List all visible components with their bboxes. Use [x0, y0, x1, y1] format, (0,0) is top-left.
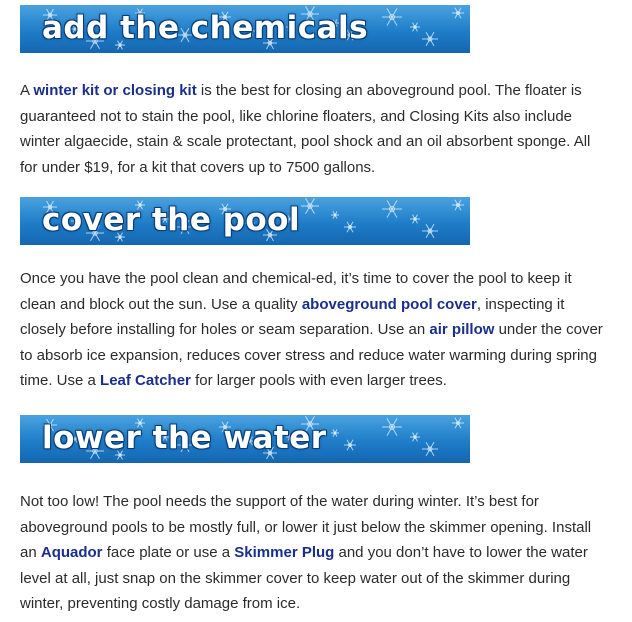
snowflake-icon — [410, 215, 420, 224]
section-cover-pool — [20, 197, 610, 394]
snowflake-icon — [301, 198, 319, 214]
section-add-chemicals — [20, 5, 610, 180]
section-heading: cover the pool — [42, 202, 301, 238]
section-paragraph: A winter kit or closing kit is the best for closing an aboveground pool. The floater is guaranteed not to stain the pool, like chlorine floaters, and Closing Kits also include winter algaecide, stain & scale protectant, pool shock and an oil absorbent sponge. All for under $19, for a kit that covers up to 7500 gallons. — [20, 82, 591, 176]
section-paragraph: Once you have the pool clean and chemical-ed, it’s time to cover the pool to keep it clean and block out the sun. Use a quality aboveground pool cover, inspecting it closely before installing for holes or seam separation. Use an air pillow under the cover to absorb ice expansion, reduces cover stress and reduce water warming during spring time. Use a Leaf Catcher for larger pools with even larger trees. — [20, 270, 603, 389]
snowflake-icon — [452, 200, 464, 210]
snowflake-icon — [344, 222, 356, 232]
section-banner — [20, 415, 470, 463]
snowflake-icon — [422, 32, 438, 46]
snowflake-icon — [344, 440, 356, 450]
skimmer-plug-link[interactable]: Skimmer Plug — [234, 544, 335, 561]
pool-cover-link[interactable]: aboveground pool cover — [301, 295, 477, 313]
snowflake-icon — [410, 433, 420, 442]
snowflake-icon — [410, 23, 420, 32]
aquador-link[interactable]: Aquador — [40, 544, 103, 561]
section-lower-water — [20, 415, 610, 617]
section-heading: add the chemicals — [42, 10, 369, 46]
section-banner — [20, 197, 470, 245]
section-paragraph: Not too low! The pool needs the support of the water during winter. It’s best for aboveground pools to be mostly full, or lower it just below the skimmer opening. Install an Aquador face plate or use a Skimmer Plug and you don’t have to lower the water level at all, just snap on the skimmer cover to keep water out of the skimmer during winter, preventing costly damage from ice. — [20, 493, 592, 612]
snowflake-icon — [452, 418, 464, 428]
leaf-catcher-link[interactable]: Leaf Catcher — [100, 372, 191, 389]
snowflake-icon — [422, 442, 438, 456]
snowflake-icon — [331, 212, 339, 219]
snowflake-icon — [382, 8, 402, 25]
winter-kit-link[interactable]: winter kit or closing kit — [33, 82, 197, 99]
section-heading: lower the water — [42, 420, 327, 456]
snowflake-icon — [382, 418, 402, 435]
snowflake-icon — [422, 224, 438, 238]
section-banner — [20, 5, 470, 53]
snowflake-icon — [382, 200, 402, 217]
snowflake-icon — [331, 430, 339, 437]
air-pillow-link[interactable]: air pillow — [429, 321, 495, 338]
snowflake-icon — [452, 8, 464, 18]
